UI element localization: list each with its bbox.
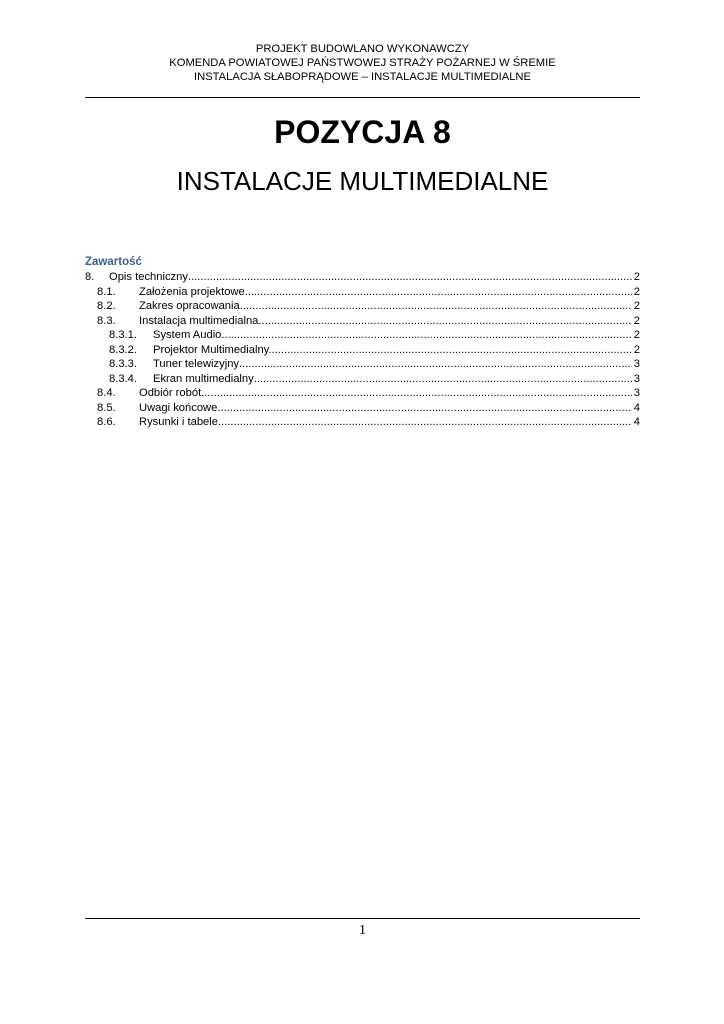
- toc-entry-page: 3: [633, 358, 640, 370]
- toc-entry-title: Projektor Multimedialny.: [153, 343, 272, 356]
- document-header: [85, 42, 640, 84]
- header-line-3: INSTALACJA SŁABOPRĄDOWE – INSTALACJE MULTIMEDIALNE: [194, 71, 531, 83]
- toc-entry[interactable]: [85, 328, 640, 343]
- page-subtitle: INSTALACJE MULTIMEDIALNE: [176, 166, 549, 196]
- toc-entry[interactable]: [85, 401, 640, 416]
- toc-entry-page: 3: [633, 372, 640, 385]
- header-line-2: KOMENDA POWIATOWEJ PAŃSTWOWEJ STRAŻY POŻARNEJ W ŚREMIE: [169, 57, 556, 69]
- header-divider: [85, 97, 640, 98]
- footer-divider: [85, 918, 640, 919]
- toc-entry-page: 2: [633, 271, 640, 283]
- toc-leader-dots: [258, 314, 631, 329]
- page-title: POZYCJA 8: [274, 114, 451, 150]
- toc-entry-title: Odbiór robót: [139, 387, 202, 399]
- toc-entry-title: Założenia projektowe: [139, 285, 245, 298]
- toc-entry-page: 2: [633, 343, 640, 356]
- table-of-contents: [85, 255, 640, 430]
- toc-leader-dots: [239, 357, 632, 372]
- toc-entry-number: 8.3.3.: [109, 358, 137, 370]
- toc-entry-number: 8.1.: [97, 285, 116, 298]
- toc-entry-page: 3: [633, 387, 640, 399]
- toc-entry[interactable]: [85, 343, 640, 358]
- toc-leader-dots: [240, 299, 632, 314]
- toc-entry[interactable]: [85, 415, 640, 430]
- toc-entry[interactable]: [85, 299, 640, 314]
- toc-entry-page: 4: [633, 416, 640, 428]
- toc-leader-dots: [201, 386, 632, 401]
- toc-entry-title: Tuner telewizyjny: [153, 358, 240, 370]
- toc-entry-page: 2: [633, 314, 640, 327]
- toc-entry-number: 8.: [85, 271, 95, 283]
- toc-entry[interactable]: [85, 357, 640, 372]
- toc-entry-number: 8.2.: [97, 300, 116, 312]
- toc-leader-dots: [218, 415, 632, 430]
- toc-entry-number: 8.3.1.: [109, 329, 137, 341]
- toc-entry-number: 8.4.: [97, 387, 116, 399]
- toc-entry-title: System Audio: [153, 329, 222, 341]
- toc-entry-title: Ekran multimedialny: [153, 372, 254, 385]
- toc-heading: Zawartość: [85, 256, 142, 268]
- toc-entry-number: 8.3.: [97, 314, 116, 327]
- toc-entry-number: 8.6.: [97, 416, 116, 428]
- toc-entry[interactable]: [85, 270, 640, 285]
- toc-leader-dots: [254, 372, 632, 387]
- toc-entry-number: 8.3.4.: [109, 372, 137, 385]
- header-line-1: PROJEKT BUDOWLANO WYKONAWCZY: [255, 43, 470, 55]
- toc-entry-number: 8.5.: [97, 401, 116, 414]
- toc-leader-dots: [245, 285, 632, 300]
- toc-leader-dots: [221, 328, 631, 343]
- toc-leader-dots: [272, 343, 632, 358]
- toc-entry-title: Opis techniczny: [109, 271, 188, 283]
- toc-entry-page: 2: [633, 329, 640, 341]
- toc-entry-page: 2: [633, 300, 640, 312]
- toc-entry-title: Zakres opracowania: [139, 300, 240, 312]
- toc-entry-title: Rysunki i tabele: [139, 416, 218, 428]
- toc-entry[interactable]: [85, 314, 640, 329]
- toc-entry-number: 8.3.2.: [109, 343, 137, 356]
- toc-entry[interactable]: [85, 372, 640, 387]
- toc-entry-page: 4: [633, 401, 640, 414]
- toc-entry-page: 2: [633, 285, 640, 298]
- toc-entry-title: Instalacja multimedialna: [139, 314, 259, 327]
- toc-entry[interactable]: [85, 285, 640, 300]
- toc-leader-dots: [217, 401, 631, 416]
- toc-leader-dots: [188, 270, 632, 285]
- toc-entry-title: Uwagi końcowe: [139, 401, 218, 414]
- toc-entry[interactable]: [85, 386, 640, 401]
- page-number: 1: [359, 923, 366, 938]
